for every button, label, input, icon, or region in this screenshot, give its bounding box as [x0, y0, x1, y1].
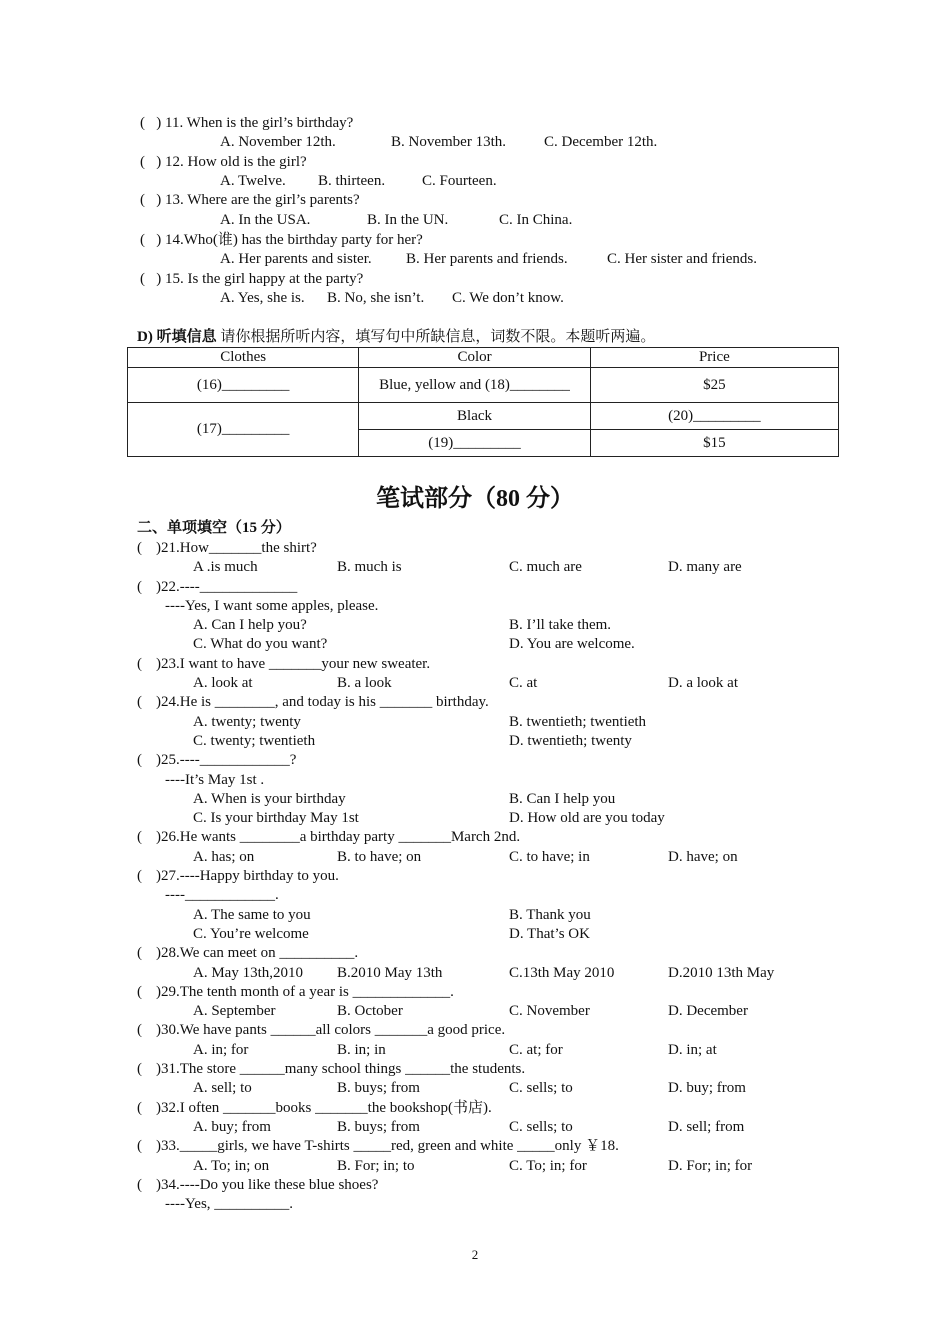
option-b: B. much is	[337, 559, 402, 575]
header-price: Price	[590, 348, 838, 368]
section-d-heading	[137, 328, 655, 347]
option-a: A. The same to you	[193, 907, 311, 923]
option-d: D. many are	[668, 559, 742, 575]
option-b: B. buys; from	[337, 1119, 420, 1135]
cell-19: (19)_________	[359, 430, 590, 457]
option-a: A. Can I help you?	[193, 617, 307, 633]
option-a: A. look at	[193, 675, 253, 691]
cell-20: (20)_________	[590, 403, 838, 430]
q12-option-c: C. Fourteen.	[422, 173, 497, 189]
question-13: ( ) 13. Where are the girl’s parents?	[140, 192, 360, 208]
q11-option-a: A. November 12th.	[220, 134, 336, 150]
question-29	[137, 983, 454, 1002]
option-a: A. sell; to	[193, 1080, 252, 1096]
option-d: D. December	[668, 1003, 748, 1019]
option-d: D. You are welcome.	[509, 636, 635, 652]
section-2-title: 二、单项填空（15 分）	[137, 520, 291, 536]
question-text: )29.The tenth month of a year is _____________.	[156, 984, 454, 1000]
question-28	[137, 944, 358, 963]
option-b: B. buys; from	[337, 1080, 420, 1096]
section-d-instruction: 请你根据所听内容，填写句中所缺信息，词数不限。本题听两遍。	[220, 329, 656, 345]
q11-option-c: C. December 12th.	[544, 134, 658, 150]
question-text: )23.I want to have _______your new sweater.	[156, 656, 431, 672]
option-a: A. buy; from	[193, 1119, 271, 1135]
option-b: B. in; in	[337, 1042, 386, 1058]
q13-option-b: B. In the UN.	[367, 212, 449, 228]
option-d: D.2010 13th May	[668, 965, 775, 981]
question-32	[137, 1099, 492, 1118]
question-text: )28.We can meet on __________.	[156, 945, 359, 961]
question-text: )31.The store ______many school things ______the students.	[156, 1061, 526, 1077]
option-d: D. sell; from	[668, 1119, 745, 1135]
question-text: )26.He wants ________a birthday party _______March 2nd.	[156, 829, 521, 845]
question-text: )33._____girls, we have T-shirts _____red, green and white _____only ￥18.	[156, 1138, 619, 1154]
table-row	[128, 368, 839, 403]
option-d: D. buy; from	[668, 1080, 746, 1096]
question-33	[137, 1137, 619, 1156]
dialogue-line: ----____________.	[165, 887, 279, 903]
answer-paren: (	[137, 752, 142, 768]
answer-paren: (	[137, 579, 142, 595]
question-31	[137, 1060, 525, 1079]
q15-option-c: C. We don’t know.	[452, 290, 564, 306]
q11-option-b: B. November 13th.	[391, 134, 506, 150]
question-text: )32.I often _______books _______the bookshop(书店).	[156, 1100, 492, 1116]
option-a: A. has; on	[193, 849, 255, 865]
answer-paren: (	[137, 694, 142, 710]
answer-paren: (	[137, 1138, 142, 1154]
option-c: C. at	[509, 675, 538, 691]
section-d-label: D) 听填信息	[137, 329, 217, 345]
option-d: D. twentieth; twenty	[509, 733, 632, 749]
answer-paren: (	[137, 1022, 142, 1038]
answer-paren: (	[137, 1100, 142, 1116]
cell-black: Black	[359, 403, 590, 430]
option-b: B. October	[337, 1003, 403, 1019]
answer-paren: (	[137, 1177, 142, 1193]
option-a: A .is much	[193, 559, 258, 575]
option-a: A. When is your birthday	[193, 791, 346, 807]
header-clothes: Clothes	[128, 348, 359, 368]
answer-paren: (	[137, 945, 142, 961]
option-d: D. That’s OK	[509, 926, 590, 942]
cell-18: Blue, yellow and (18)________	[359, 368, 590, 403]
option-c: C. much are	[509, 559, 582, 575]
cell-16: (16)_________	[128, 368, 359, 403]
question-21	[137, 539, 317, 558]
question-34	[137, 1176, 378, 1195]
answer-paren: (	[137, 829, 142, 845]
q15-option-b: B. No, she isn’t.	[327, 290, 425, 306]
question-12: ( ) 12. How old is the girl?	[140, 154, 307, 170]
option-d: D. a look at	[668, 675, 738, 691]
page-number: 2	[471, 1247, 479, 1262]
option-c: C. sells; to	[509, 1119, 573, 1135]
option-c: C. sells; to	[509, 1080, 573, 1096]
option-c: C. To; in; for	[509, 1158, 587, 1174]
cell-price-15: $15	[590, 430, 838, 457]
info-table	[127, 347, 839, 457]
question-text: )22.----_____________	[156, 579, 298, 595]
dialogue-line: ----Yes, __________.	[165, 1196, 294, 1212]
option-c: C. Is your birthday May 1st	[193, 810, 359, 826]
question-22	[137, 578, 297, 597]
question-24	[137, 693, 489, 712]
answer-paren: (	[137, 540, 142, 556]
answer-paren: (	[137, 656, 142, 672]
question-text: )25.----____________?	[156, 752, 297, 768]
written-part-title: 笔试部分（80 分）	[376, 486, 574, 512]
question-text: )27.----Happy birthday to you.	[156, 868, 339, 884]
cell-price-25: $25	[590, 368, 838, 403]
question-text: )30.We have pants ______all colors _______a good price.	[156, 1022, 506, 1038]
option-c: C. twenty; twentieth	[193, 733, 316, 749]
question-26	[137, 828, 520, 847]
dialogue-line: ----Yes, I want some apples, please.	[165, 598, 379, 614]
option-a: A. twenty; twenty	[193, 714, 301, 730]
option-d: D. For; in; for	[668, 1158, 753, 1174]
q15-option-a: A. Yes, she is.	[220, 290, 305, 306]
option-d: D. have; on	[668, 849, 738, 865]
option-b: B. Thank you	[509, 907, 591, 923]
q14-option-c: C. Her sister and friends.	[607, 251, 757, 267]
question-27	[137, 867, 339, 886]
option-c: C. at; for	[509, 1042, 563, 1058]
dialogue-line: ----It’s May 1st .	[165, 772, 265, 788]
q13-option-a: A. In the USA.	[220, 212, 311, 228]
option-a: A. To; in; on	[193, 1158, 270, 1174]
q12-option-b: B. thirteen.	[318, 173, 386, 189]
option-b: B. For; in; to	[337, 1158, 415, 1174]
option-a: A. in; for	[193, 1042, 249, 1058]
option-d: D. in; at	[668, 1042, 717, 1058]
q13-option-c: C. In China.	[499, 212, 573, 228]
question-25	[137, 751, 296, 770]
option-d: D. How old are you today	[509, 810, 665, 826]
header-color: Color	[359, 348, 590, 368]
table-header-row	[128, 348, 839, 368]
question-11: ( ) 11. When is the girl’s birthday?	[140, 115, 354, 131]
option-a: A. September	[193, 1003, 276, 1019]
option-a: A. May 13th,2010	[193, 965, 303, 981]
question-23	[137, 655, 430, 674]
table-row	[128, 403, 839, 430]
q12-option-a: A. Twelve.	[220, 173, 286, 189]
option-c: C. to have; in	[509, 849, 590, 865]
option-c: C. You’re welcome	[193, 926, 309, 942]
question-15: ( ) 15. Is the girl happy at the party?	[140, 271, 364, 287]
question-30	[137, 1021, 505, 1040]
answer-paren: (	[137, 1061, 142, 1077]
question-text: )34.----Do you like these blue shoes?	[156, 1177, 379, 1193]
option-c: C.13th May 2010	[509, 965, 615, 981]
option-c: C. November	[509, 1003, 590, 1019]
option-b: B. a look	[337, 675, 392, 691]
option-b: B. twentieth; twentieth	[509, 714, 647, 730]
option-c: C. What do you want?	[193, 636, 328, 652]
option-b: B. Can I help you	[509, 791, 616, 807]
q14-option-a: A. Her parents and sister.	[220, 251, 372, 267]
option-b: B. I’ll take them.	[509, 617, 612, 633]
option-b: B. to have; on	[337, 849, 422, 865]
q14-option-b: B. Her parents and friends.	[406, 251, 568, 267]
option-b: B.2010 May 13th	[337, 965, 443, 981]
answer-paren: (	[137, 868, 142, 884]
answer-paren: (	[137, 984, 142, 1000]
question-14: ( ) 14.Who(谁) has the birthday party for her?	[140, 232, 423, 248]
question-text: )21.How_______the shirt?	[156, 540, 317, 556]
question-text: )24.He is ________, and today is his _______ birthday.	[156, 694, 489, 710]
cell-17: (17)_________	[128, 403, 359, 457]
